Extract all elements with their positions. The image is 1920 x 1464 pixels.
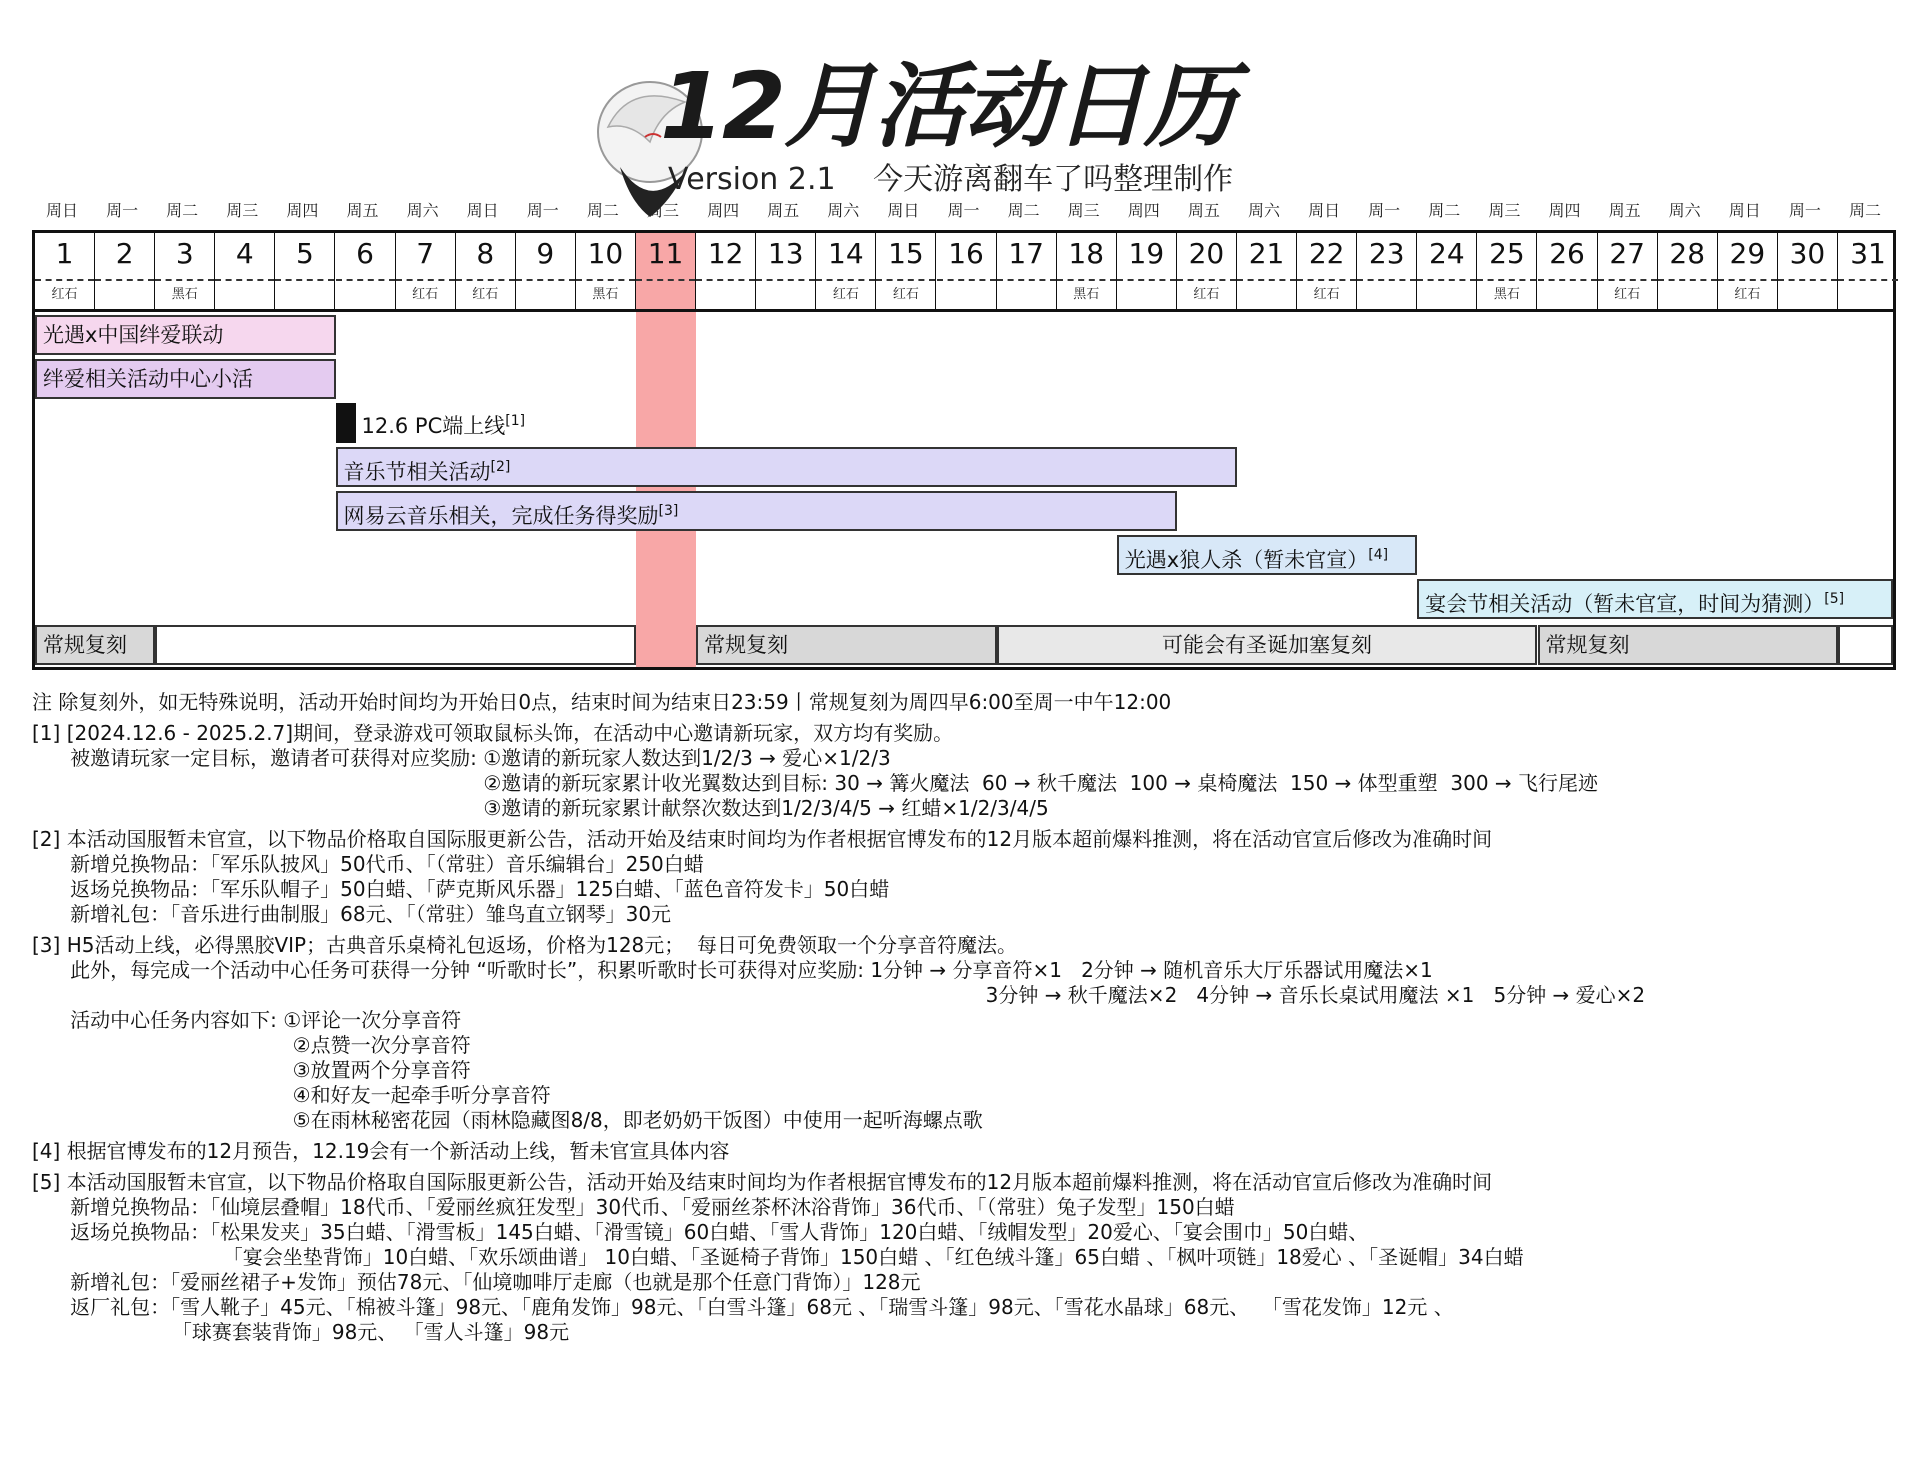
day-cell-4 [215, 233, 275, 309]
weekday-label: 周六 [406, 201, 439, 220]
day-cell-3 [155, 233, 215, 309]
note-line-n5: [5] 本活动国服暂未官宣，以下物品价格取自国际服更新公告，活动开始及结束时间均为作者根据官博发布的12月版本超前爆料推测，将在活动官宣后修改为准确时间 [32, 1170, 1493, 1194]
note-line-n2: [2] 本活动国服暂未官宣，以下物品价格取自国际服更新公告，活动开始及结束时间均为作者根据官博发布的12月版本超前爆料推测，将在活动官宣后修改为准确时间 [32, 827, 1493, 851]
day-cell-18 [1057, 233, 1117, 309]
weekday-label: 周一 [106, 201, 139, 220]
notes-list [32, 721, 1902, 1351]
day-number: 23 [1368, 237, 1405, 270]
day-cell-10 [576, 233, 636, 309]
day-number: 21 [1248, 237, 1285, 270]
day-number: 27 [1609, 237, 1645, 270]
weekday-label: 周五 [1608, 201, 1641, 220]
rerun-label: 常规复刻 [43, 633, 127, 657]
event-label-text: 绊爱相关活动中心小活 [43, 367, 253, 391]
day-cell-13 [756, 233, 816, 309]
event-bar [336, 403, 356, 443]
day-cell-31 [1838, 233, 1898, 309]
dashed-divider [1237, 279, 1296, 281]
footnote-ref: [5] [1824, 591, 1845, 607]
stone-tag: 红石 [1313, 287, 1340, 302]
day-cell-22 [1297, 233, 1357, 309]
day-cell-1 [35, 233, 95, 309]
weekday-label: 周四 [707, 201, 740, 220]
day-number: 2 [115, 237, 134, 270]
dashed-divider [1417, 279, 1476, 281]
note-line-n3: [3] H5活动上线，必得黑胶VIP；古典音乐桌椅礼包返场，价格为128元； 每日可免费领取一个分享音符魔法。 [32, 933, 1017, 957]
weekday-label: 周四 [1127, 201, 1160, 220]
weekday-label: 周二 [586, 201, 619, 220]
day-number: 12 [707, 237, 744, 270]
weekday-label: 周日 [1728, 201, 1761, 220]
day-number: 24 [1429, 237, 1465, 270]
weekday-label: 周三 [1067, 201, 1100, 220]
stone-tag: 红石 [892, 287, 919, 302]
day-number: 25 [1489, 237, 1525, 270]
weekday-label: 周一 [947, 201, 980, 220]
page-title: 12月活动日历 [660, 53, 1235, 160]
day-cell-6 [336, 233, 396, 309]
dashed-divider [937, 279, 996, 281]
note-line-n1: ②邀请的新玩家累计收光翼数达到目标: 30 → 篝火魔法 60 → 秋千魔法 100 → 桌椅魔法 150 → 体型重塑 300 → 飞行尾迹 [32, 771, 1599, 795]
event-bar [35, 315, 336, 355]
dashed-divider [516, 279, 575, 281]
note-line-n5: 返场兑换物品：「松果发夹」35白蜡、「滑雪板」145白蜡、「滑雪镜」60白蜡、「雪人背饰」120白蜡、「绒帽发型」20爱心、「宴会围巾」50白蜡、 [32, 1220, 1369, 1244]
dashed-divider [1538, 279, 1597, 281]
credit-label: 今天游离翻车了吗整理制作 [873, 162, 1234, 197]
stone-tag: 红石 [412, 287, 439, 302]
note-line-n1: 被邀请玩家一定目标，邀请者可获得对应奖励: ①邀请的新玩家人数达到1/2/3 → 爱心×1/2/3 [32, 746, 891, 770]
dashed-divider [756, 279, 815, 281]
day-cell-16 [937, 233, 997, 309]
weekday-label: 周日 [1308, 201, 1341, 220]
notes-section [32, 690, 1902, 1351]
day-number: 5 [296, 237, 314, 270]
day-cell-5 [275, 233, 335, 309]
weekday-label: 周六 [1247, 201, 1280, 220]
dashed-divider [1117, 279, 1176, 281]
day-number: 16 [948, 237, 984, 270]
dashed-divider [636, 279, 695, 281]
dashed-divider [876, 279, 935, 281]
event-bar [336, 447, 1238, 487]
weekday-label: 周一 [1368, 201, 1401, 220]
event-label-text: 光遇x中国绊爱联动 [43, 323, 224, 347]
day-number: 8 [476, 237, 495, 270]
stone-tag: 红石 [51, 287, 78, 302]
note-line-n3: ③放置两个分享音符 [32, 1058, 471, 1082]
day-cell-30 [1778, 233, 1838, 309]
note-line-n2: 新增礼包：「音乐进行曲制服」68元、「（常驻）雏鸟直立钢琴」30元 [32, 902, 672, 926]
rerun-bar [1538, 625, 1839, 665]
weekday-label: 周五 [346, 201, 379, 220]
dashed-divider [1357, 279, 1416, 281]
day-cell-7 [396, 233, 456, 309]
weekday-label: 周五 [767, 201, 800, 220]
day-cell-23 [1357, 233, 1417, 309]
dashed-divider [1598, 279, 1657, 281]
weekday-label: 周三 [226, 201, 259, 220]
weekday-label: 周二 [1428, 201, 1461, 220]
footnote-ref: [3] [658, 503, 679, 519]
event-label-text: 12.6 PC端上线 [361, 414, 506, 438]
note-line-n3: ⑤在雨林秘密花园（雨林隐藏图8/8，即老奶奶干饭图）中使用一起听海螺点歌 [32, 1108, 983, 1132]
version-label: Version 2.1 [668, 162, 836, 197]
note-gap [32, 1345, 1902, 1351]
event-bar [35, 359, 336, 399]
dashed-divider [1658, 279, 1717, 281]
stone-tag: 黑石 [1493, 287, 1520, 302]
dashed-divider [1177, 279, 1236, 281]
day-number: 10 [587, 237, 624, 270]
dashed-divider [816, 279, 875, 281]
rerun-bar [1838, 625, 1893, 665]
day-number: 14 [828, 237, 864, 270]
dashed-divider [95, 279, 154, 281]
footnote-ref: [2] [490, 459, 511, 475]
event-label-text: 光遇x狼人杀（暂未官宣） [1124, 548, 1369, 572]
dashed-divider [997, 279, 1056, 281]
day-number: 18 [1068, 237, 1105, 270]
rerun-label: 常规复刻 [1545, 633, 1630, 657]
dashed-divider [1297, 279, 1356, 281]
day-cell-14 [816, 233, 876, 309]
note-line-n1: ③邀请的新玩家累计献祭次数达到1/2/3/4/5 → 红蜡×1/2/3/4/5 [32, 796, 1049, 820]
day-cell-25 [1477, 233, 1537, 309]
weekday-label: 周二 [1007, 201, 1040, 220]
stone-tag: 黑石 [1073, 287, 1100, 302]
day-cell-11 [636, 233, 696, 309]
weekday-label: 周二 [166, 201, 199, 220]
day-cell-29 [1718, 233, 1778, 309]
dashed-divider [696, 279, 755, 281]
day-number: 15 [888, 237, 924, 270]
dashed-divider [336, 279, 395, 281]
note-line-n3: ②点赞一次分享音符 [32, 1033, 471, 1057]
day-number: 4 [235, 237, 254, 270]
subtitle [668, 154, 1233, 198]
dashed-divider [1718, 279, 1777, 281]
rerun-bar [155, 625, 636, 665]
note-line-n5: 「宴会坐垫背饰」10白蜡、「欢乐颂曲谱」 10白蜡、「圣诞椅子背饰」150白蜡 、「红色绒斗篷」65白蜡 、「枫叶项链」18爱心 、「圣诞帽」34白蜡 [32, 1245, 1524, 1269]
event-label-text: 宴会节相关活动（暂未官宣，时间为猜测） [1425, 592, 1825, 616]
weekday-label: 周三 [1488, 201, 1521, 220]
footnote-ref: [1] [505, 413, 526, 429]
header-divider [35, 309, 1893, 312]
weekday-label: 周日 [45, 201, 78, 220]
day-cell-9 [516, 233, 576, 309]
day-number: 28 [1669, 237, 1706, 270]
weekday-label: 周四 [286, 201, 319, 220]
day-number: 3 [175, 237, 194, 270]
day-cell-20 [1177, 233, 1237, 309]
weekday-label: 周二 [1848, 201, 1881, 220]
dashed-divider [1778, 279, 1837, 281]
day-number: 7 [416, 237, 435, 270]
day-cell-12 [696, 233, 756, 309]
day-number: 22 [1308, 237, 1345, 270]
note-line-n2: 返场兑换物品：「军乐队帽子」50白蜡、「萨克斯风乐器」125白蜡、「蓝色音符发卡」50白蜡 [32, 877, 890, 901]
rerun-bar [35, 625, 155, 665]
dashed-divider [215, 279, 274, 281]
note-line-n2: 新增兑换物品：「军乐队披风」50代币、「（常驻）音乐编辑台」250白蜡 [32, 852, 704, 876]
day-number: 1 [55, 237, 74, 270]
day-cell-19 [1117, 233, 1177, 309]
event-label-text: 音乐节相关活动 [343, 460, 491, 484]
event-label-text: 网易云音乐相关，完成任务得奖励 [343, 504, 659, 528]
weekday-label: 周一 [526, 201, 559, 220]
day-cell-27 [1598, 233, 1658, 309]
note-line-n3: 此外，每完成一个活动中心任务可获得一分钟 “听歌时长”，积累听歌时长可获得对应奖励: 1分钟 → 分享音符×1 2分钟 → 随机音乐大厅乐器试用魔法×1 [32, 958, 1433, 982]
day-cell-15 [876, 233, 936, 309]
note-line-n3: ④和好友一起牵手听分享音符 [32, 1083, 551, 1107]
weekday-label: 周三 [646, 201, 679, 220]
day-number: 6 [356, 237, 374, 270]
note-line-n3: 3分钟 → 秋千魔法×2 4分钟 → 音乐长桌试用魔法 ×1 5分钟 → 爱心×2 [32, 983, 1646, 1007]
day-cell-17 [997, 233, 1057, 309]
dashed-divider [576, 279, 635, 281]
dashed-divider [155, 279, 214, 281]
event-bar [336, 491, 1177, 531]
stone-tag: 红石 [1614, 287, 1641, 302]
day-number: 19 [1128, 237, 1165, 270]
note-line-n5: 「球赛套装背饰」98元、 「雪人斗篷」98元 [32, 1320, 570, 1344]
day-cell-8 [456, 233, 516, 309]
rerun-bar [696, 625, 997, 665]
day-number: 31 [1850, 237, 1886, 270]
day-cell-28 [1658, 233, 1718, 309]
day-number: 20 [1188, 237, 1225, 270]
day-cell-2 [95, 233, 155, 309]
note-intro: 注 除复刻外，如无特殊说明，活动开始时间均为开始日0点，结束时间为结束日23:59丨常规复刻为周四早6:00至周一中午12:00 [32, 690, 1172, 714]
note-line-n3: 活动中心任务内容如下: ①评论一次分享音符 [32, 1008, 462, 1032]
weekday-label: 周一 [1788, 201, 1821, 220]
event-label [356, 403, 616, 443]
note-line-n5: 新增兑换物品：「仙境层叠帽」18代币、「爱丽丝疯狂发型」30代币、「爱丽丝茶杯沐浴背饰」36代币、「（常驻）兔子发型」150白蜡 [32, 1195, 1235, 1219]
stone-tag: 红石 [1193, 287, 1220, 302]
note-line-n5: 新增礼包：「爱丽丝裙子+发饰」预估78元、「仙境咖啡厅走廊（也就是那个任意门背饰）」128元 [32, 1270, 921, 1294]
dashed-divider [1477, 279, 1536, 281]
event-bar [1417, 579, 1893, 619]
day-number: 26 [1549, 237, 1585, 270]
weekday-label: 周四 [1548, 201, 1581, 220]
stone-tag: 红石 [472, 287, 499, 302]
dashed-divider [396, 279, 455, 281]
dashed-divider [35, 279, 94, 281]
stone-tag: 黑石 [592, 287, 619, 302]
dashed-divider [1057, 279, 1116, 281]
rerun-label: 可能会有圣诞加塞复刻 [1162, 633, 1373, 657]
day-cell-21 [1237, 233, 1297, 309]
stone-tag: 红石 [832, 287, 859, 302]
note-line-n4: [4] 根据官博发布的12月预告，12.19会有一个新活动上线，暂未官宣具体内容 [32, 1139, 730, 1163]
note-line-n5: 返厂礼包：「雪人靴子」45元、「棉被斗篷」98元、「鹿角发饰」98元、「白雪斗篷」68元 、「瑞雪斗篷」98元、「雪花水晶球」68元、 「雪花发饰」12元 、 [32, 1295, 1454, 1319]
day-cell-26 [1538, 233, 1598, 309]
footnote-ref: [4] [1368, 547, 1389, 563]
dashed-divider [275, 279, 334, 281]
day-number: 9 [536, 237, 555, 270]
event-bar [1117, 535, 1418, 575]
weekday-label: 周六 [827, 201, 860, 220]
calendar-grid [32, 230, 1896, 670]
note-line-n1: [1] [2024.12.6 - 2025.2.7]期间，登录游戏可领取鼠标头饰，在活动中心邀请新玩家，双方均有奖励。 [32, 721, 954, 745]
rerun-bar [997, 625, 1538, 665]
day-number: 17 [1008, 237, 1044, 270]
dashed-divider [1838, 279, 1898, 281]
dashed-divider [456, 279, 515, 281]
weekday-label: 周日 [466, 201, 499, 220]
stone-tag: 黑石 [171, 287, 198, 302]
weekday-label: 周六 [1668, 201, 1701, 220]
day-number: 11 [647, 237, 684, 270]
day-number: 13 [767, 237, 804, 270]
day-cell-24 [1417, 233, 1477, 309]
weekday-label: 周五 [1187, 201, 1220, 220]
rerun-label: 常规复刻 [704, 633, 789, 657]
weekday-label: 周日 [887, 201, 920, 220]
stone-tag: 红石 [1734, 287, 1761, 302]
day-number: 29 [1729, 237, 1766, 270]
day-number: 30 [1789, 237, 1826, 270]
